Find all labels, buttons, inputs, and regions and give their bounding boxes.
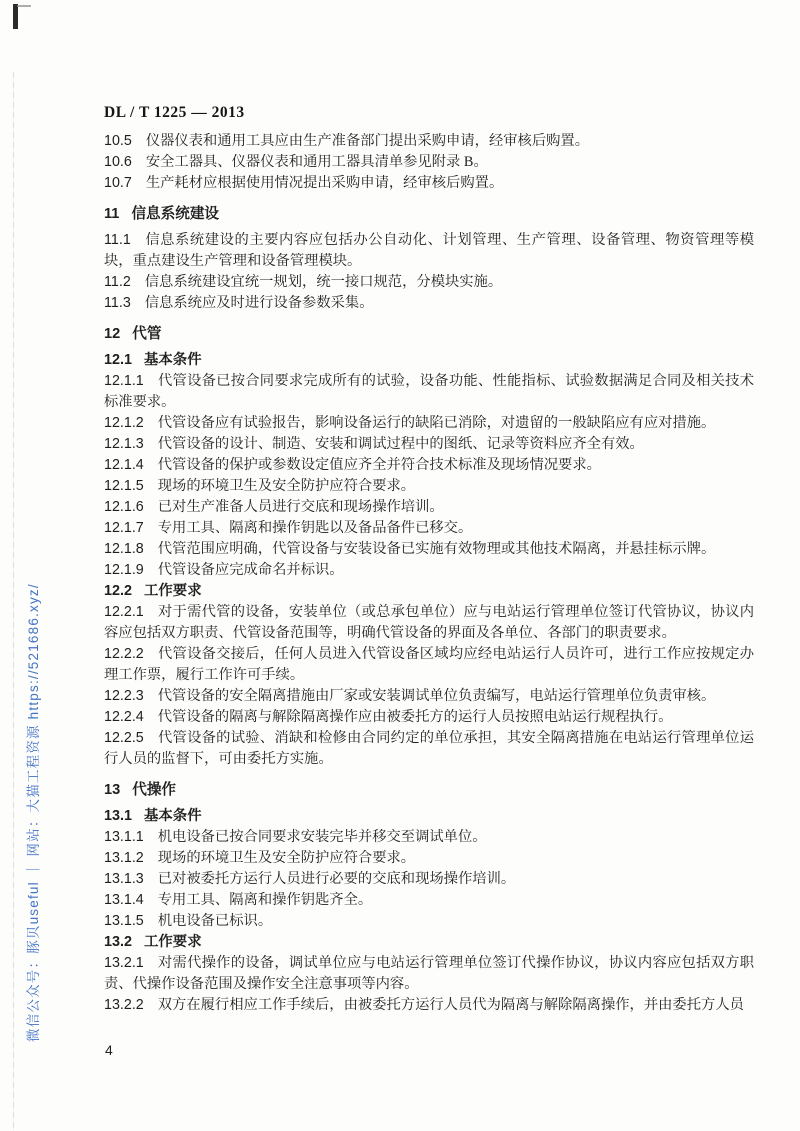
- clause-number: 12.1.5: [104, 478, 144, 494]
- clause-10.7: [104, 173, 754, 194]
- clause-number: 12.2.2: [104, 646, 144, 662]
- clause-13.1.1: [104, 827, 754, 848]
- clause-text: 专用工具、隔离和操作钥匙齐全。: [157, 892, 373, 908]
- clause-11.2: [104, 272, 754, 293]
- clause-text: 工作要求: [144, 583, 202, 599]
- clause-number: 12: [104, 326, 121, 342]
- clause-text: 机电设备已标识。: [157, 913, 273, 929]
- clause-number: 13.2.1: [104, 955, 144, 971]
- clause-text: 现场的环境卫生及安全防护应符合要求。: [157, 478, 416, 494]
- clause-number: 11.1: [104, 232, 131, 248]
- clause-text: 对需代操作的设备，调试单位应与电站运行管理单位签订代操作协议，协议内容应包括双方职责、代操作设备范围及操作安全注意事项等内容。: [104, 955, 754, 992]
- clause-number: 13.1.2: [104, 850, 144, 866]
- clause-13.1.2: [104, 848, 754, 869]
- clause-number: 12.1.2: [104, 415, 144, 431]
- clause-number: 12.2.3: [104, 688, 144, 704]
- heading-12: [104, 324, 754, 345]
- clause-13.1.3: [104, 869, 754, 890]
- clause-11.1: [104, 230, 754, 272]
- clause-text: 对于需代管的设备，安装单位（或总承包单位）应与电站运行管理单位签订代管协议，协议内容应包括双方职责、代管设备范围等，明确代管设备的界面及各单位、各部门的职责要求。: [104, 604, 754, 641]
- clause-text: 代管设备的保护或参数设定值应齐全并符合技术标准及现场情况要求。: [157, 457, 601, 473]
- clause-number: 10.7: [104, 175, 132, 191]
- heading-13.2: [104, 932, 754, 953]
- page-number: 4: [105, 1042, 113, 1058]
- clause-text: 代管设备应完成命名并标识。: [157, 562, 344, 578]
- clause-number: 12.1.3: [104, 436, 144, 452]
- clause-text: 信息系统建设的主要内容应包括办公自动化、计划管理、生产管理、设备管理、物资管理等模块，重点建设生产管理和设备管理模块。: [104, 232, 754, 269]
- clause-12.1.2: [104, 413, 754, 434]
- clause-10.6: [104, 152, 754, 173]
- clause-text: 专用工具、隔离和操作钥匙以及备品备件已移交。: [157, 520, 473, 536]
- clause-number: 10.6: [104, 154, 132, 170]
- document-content: [104, 131, 754, 1016]
- clause-number: 13.2.2: [104, 997, 144, 1013]
- clause-text: 现场的环境卫生及安全防护应符合要求。: [157, 850, 416, 866]
- clause-text: 仪器仪表和通用工具应由生产准备部门提出采购申请，经审核后购置。: [145, 133, 590, 149]
- clause-number: 11.3: [104, 295, 131, 311]
- clause-text: 机电设备已按合同要求安装完毕并移交至调试单位。: [157, 829, 487, 845]
- clause-11.3: [104, 293, 754, 314]
- clause-number: 12.1.6: [104, 499, 144, 515]
- clause-number: 12.1.8: [104, 541, 144, 557]
- clause-10.5: [104, 131, 754, 152]
- heading-11: [104, 204, 754, 225]
- clause-number: 12.2.4: [104, 709, 144, 725]
- clause-text: 代管设备交接后，任何人员进入代管设备区域均应经电站运行人员许可，进行工作应按规定办理工作票，履行工作许可手续。: [104, 646, 754, 683]
- clause-text: 代管设备的隔离与解除隔离操作应由被委托方的运行人员按照电站运行规程执行。: [157, 709, 673, 725]
- clause-12.1.8: [104, 539, 754, 560]
- clause-13.1.5: [104, 911, 754, 932]
- clause-text: 生产耗材应根据使用情况提出采购申请，经审核后购置。: [145, 175, 504, 191]
- scan-artifact-corner: [13, 4, 18, 29]
- clause-12.2.1: [104, 602, 754, 644]
- clause-text: 已对被委托方运行人员进行必要的交底和现场操作培训。: [157, 871, 516, 887]
- clause-12.1.9: [104, 560, 754, 581]
- clause-13.1.4: [104, 890, 754, 911]
- clause-number: 13.1.3: [104, 871, 144, 887]
- clause-text: 代操作: [132, 782, 177, 798]
- clause-12.1.5: [104, 476, 754, 497]
- clause-number: 11: [104, 206, 120, 222]
- clause-number: 10.5: [104, 133, 132, 149]
- clause-text: 信息系统建设: [131, 206, 220, 222]
- clause-number: 13: [104, 782, 121, 798]
- clause-text: 信息系统应及时进行设备参数采集。: [144, 295, 374, 311]
- clause-number: 12.1: [104, 352, 133, 368]
- clause-text: 信息系统建设宜统一规划，统一接口规范，分模块实施。: [144, 274, 503, 290]
- clause-12.1.3: [104, 434, 754, 455]
- clause-number: 12.2: [104, 583, 133, 599]
- clause-number: 12.2.1: [104, 604, 144, 620]
- clause-number: 12.1.4: [104, 457, 144, 473]
- watermark-text: 微信公众号：豚贝useful ｜ 网站：大猫工程资源 https://521686.xyz/: [26, 583, 41, 1042]
- clause-text: 代管设备的安全隔离措施由厂家或安装调试单位负责编写，电站运行管理单位负责审核。: [157, 688, 716, 704]
- clause-text: 已对生产准备人员进行交底和现场操作培训。: [157, 499, 444, 515]
- heading-13.1: [104, 806, 754, 827]
- clause-13.2.1: [104, 953, 754, 995]
- document-code-header: DL / T 1225 — 2013: [104, 104, 245, 121]
- clause-number: 11.2: [104, 274, 131, 290]
- heading-12.2: [104, 581, 754, 602]
- clause-number: 13.1.4: [104, 892, 144, 908]
- clause-text: 安全工器具、仪器仪表和通用工器具清单参见附录 B。: [145, 154, 488, 170]
- heading-13: [104, 780, 754, 801]
- clause-12.2.5: [104, 728, 754, 770]
- clause-text: 基本条件: [144, 352, 202, 368]
- clause-12.2.3: [104, 686, 754, 707]
- clause-text: 工作要求: [144, 934, 202, 950]
- clause-13.2.2: [104, 995, 754, 1016]
- clause-number: 12.1.7: [104, 520, 144, 536]
- clause-number: 13.1.5: [104, 913, 144, 929]
- clause-12.2.2: [104, 644, 754, 686]
- clause-text: 双方在履行相应工作手续后，由被委托方运行人员代为隔离与解除隔离操作，并由委托方人员: [157, 997, 744, 1013]
- clause-12.1.7: [104, 518, 754, 539]
- clause-number: 12.1.1: [104, 373, 144, 389]
- scan-artifact-edge-line: [13, 72, 14, 1131]
- clause-12.1.4: [104, 455, 754, 476]
- clause-12.1.6: [104, 497, 754, 518]
- clause-number: 12.1.9: [104, 562, 144, 578]
- clause-number: 13.2: [104, 934, 133, 950]
- clause-text: 代管设备已按合同要求完成所有的试验，设备功能、性能指标、试验数据满足合同及相关技术标准要求。: [104, 373, 754, 410]
- clause-text: 代管设备的设计、制造、安装和调试过程中的图纸、记录等资料应齐全有效。: [157, 436, 644, 452]
- clause-number: 13.1.1: [104, 829, 144, 845]
- clause-number: 13.1: [104, 808, 133, 824]
- clause-text: 代管: [132, 326, 162, 342]
- clause-number: 12.2.5: [104, 730, 144, 746]
- clause-text: 代管设备的试验、消缺和检修由合同约定的单位承担，其安全隔离措施在电站运行管理单位运行人员的监督下，可由委托方实施。: [104, 730, 754, 767]
- clause-12.2.4: [104, 707, 754, 728]
- heading-12.1: [104, 350, 754, 371]
- clause-text: 代管范围应明确，代管设备与安装设备已实施有效物理或其他技术隔离，并悬挂标示牌。: [157, 541, 716, 557]
- clause-text: 基本条件: [144, 808, 202, 824]
- clause-text: 代管设备应有试验报告，影响设备运行的缺陷已消除，对遗留的一般缺陷应有应对措施。: [157, 415, 716, 431]
- clause-12.1.1: [104, 371, 754, 413]
